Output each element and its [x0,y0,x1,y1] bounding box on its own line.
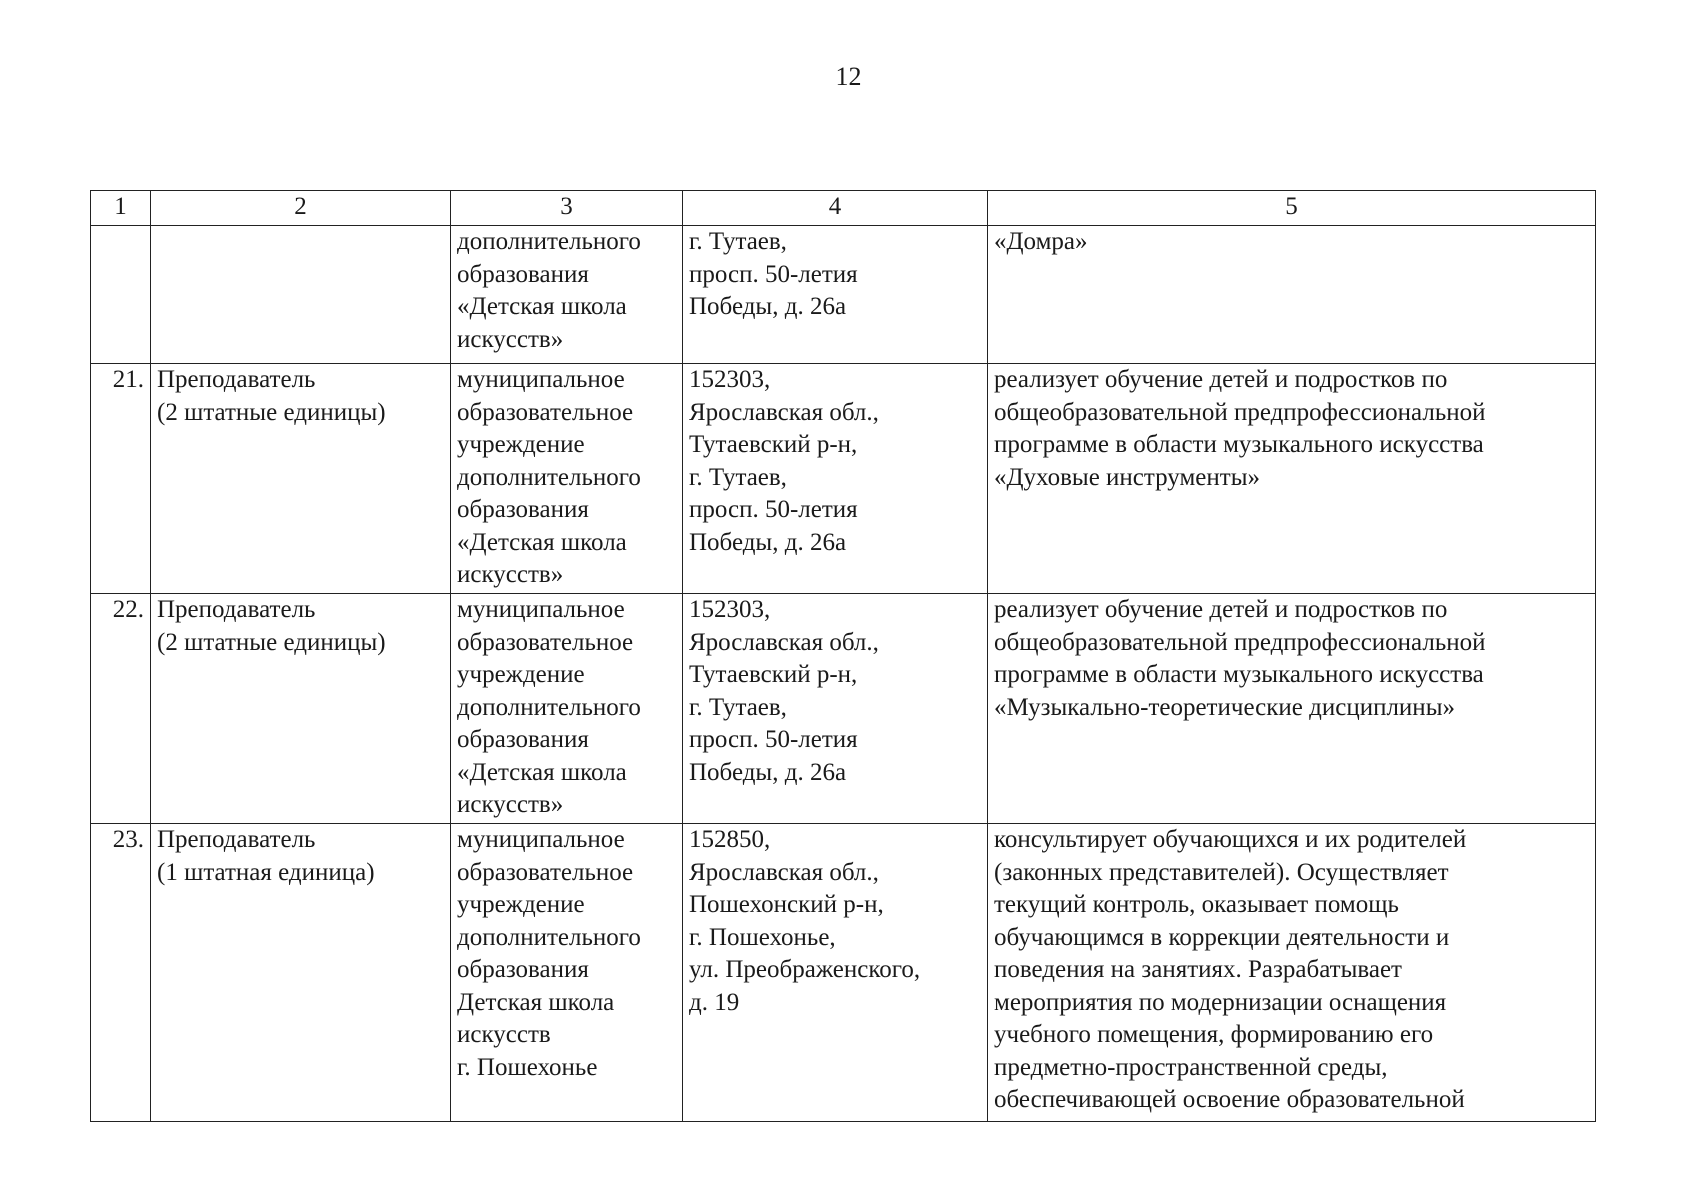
description-cell: реализует обучение детей и подростков по общеобразовательной предпрофессиональной программе в области музыкального искусства «Музыкально-теоретические дисциплины» [988,594,1596,824]
row-number [91,226,151,364]
address-cell: 152303, Ярославская обл., Тутаевский р-н, г. Тутаев, просп. 50-летия Победы, д. 26а [683,594,988,824]
address-cell: г. Тутаев, просп. 50-летия Победы, д. 26а [683,226,988,364]
page-number: 12 [835,62,862,91]
table-row [91,364,1596,594]
row-number: 22. [91,594,151,824]
position-cell: Преподаватель (1 штатная единица) [151,824,451,1122]
positions-table [90,190,1596,1122]
row-number: 23. [91,824,151,1122]
institution-cell: муниципальное образовательное учреждение дополнительного образования «Детская школа искусств» [451,594,683,824]
address-cell: 152850, Ярославская обл., Пошехонский р-н, г. Пошехонье, ул. Преображенского, д. 19 [683,824,988,1122]
table-row [91,594,1596,824]
column-header: 4 [683,191,988,226]
institution-cell: дополнительного образования «Детская школа искусств» [451,226,683,364]
institution-cell: муниципальное образовательное учреждение дополнительного образования Детская школа искусств г. Пошехонье [451,824,683,1122]
position-cell [151,226,451,364]
column-header: 5 [988,191,1596,226]
description-cell: «Домра» [988,226,1596,364]
column-header: 2 [151,191,451,226]
table-header-row [91,191,1596,226]
position-cell: Преподаватель (2 штатные единицы) [151,364,451,594]
address-cell: 152303, Ярославская обл., Тутаевский р-н, г. Тутаев, просп. 50-летия Победы, д. 26а [683,364,988,594]
institution-cell: муниципальное образовательное учреждение дополнительного образования «Детская школа искусств» [451,364,683,594]
row-number: 21. [91,364,151,594]
table-row [91,824,1596,1122]
description-cell: реализует обучение детей и подростков по общеобразовательной предпрофессиональной программе в области музыкального искусства «Духовые инструменты» [988,364,1596,594]
position-cell: Преподаватель (2 штатные единицы) [151,594,451,824]
column-header: 3 [451,191,683,226]
table-row [91,226,1596,364]
column-header: 1 [91,191,151,226]
description-cell: консультирует обучающихся и их родителей (законных представителей). Осуществляет текущий контроль, оказывает помощь обучающимся в коррекции деятельности и поведения на занятиях. Разрабатывает мероприятия по модернизации оснащения учебного помещения, формированию его предметно-пространственной среды, обеспечивающей освоение образовательной [988,824,1596,1122]
